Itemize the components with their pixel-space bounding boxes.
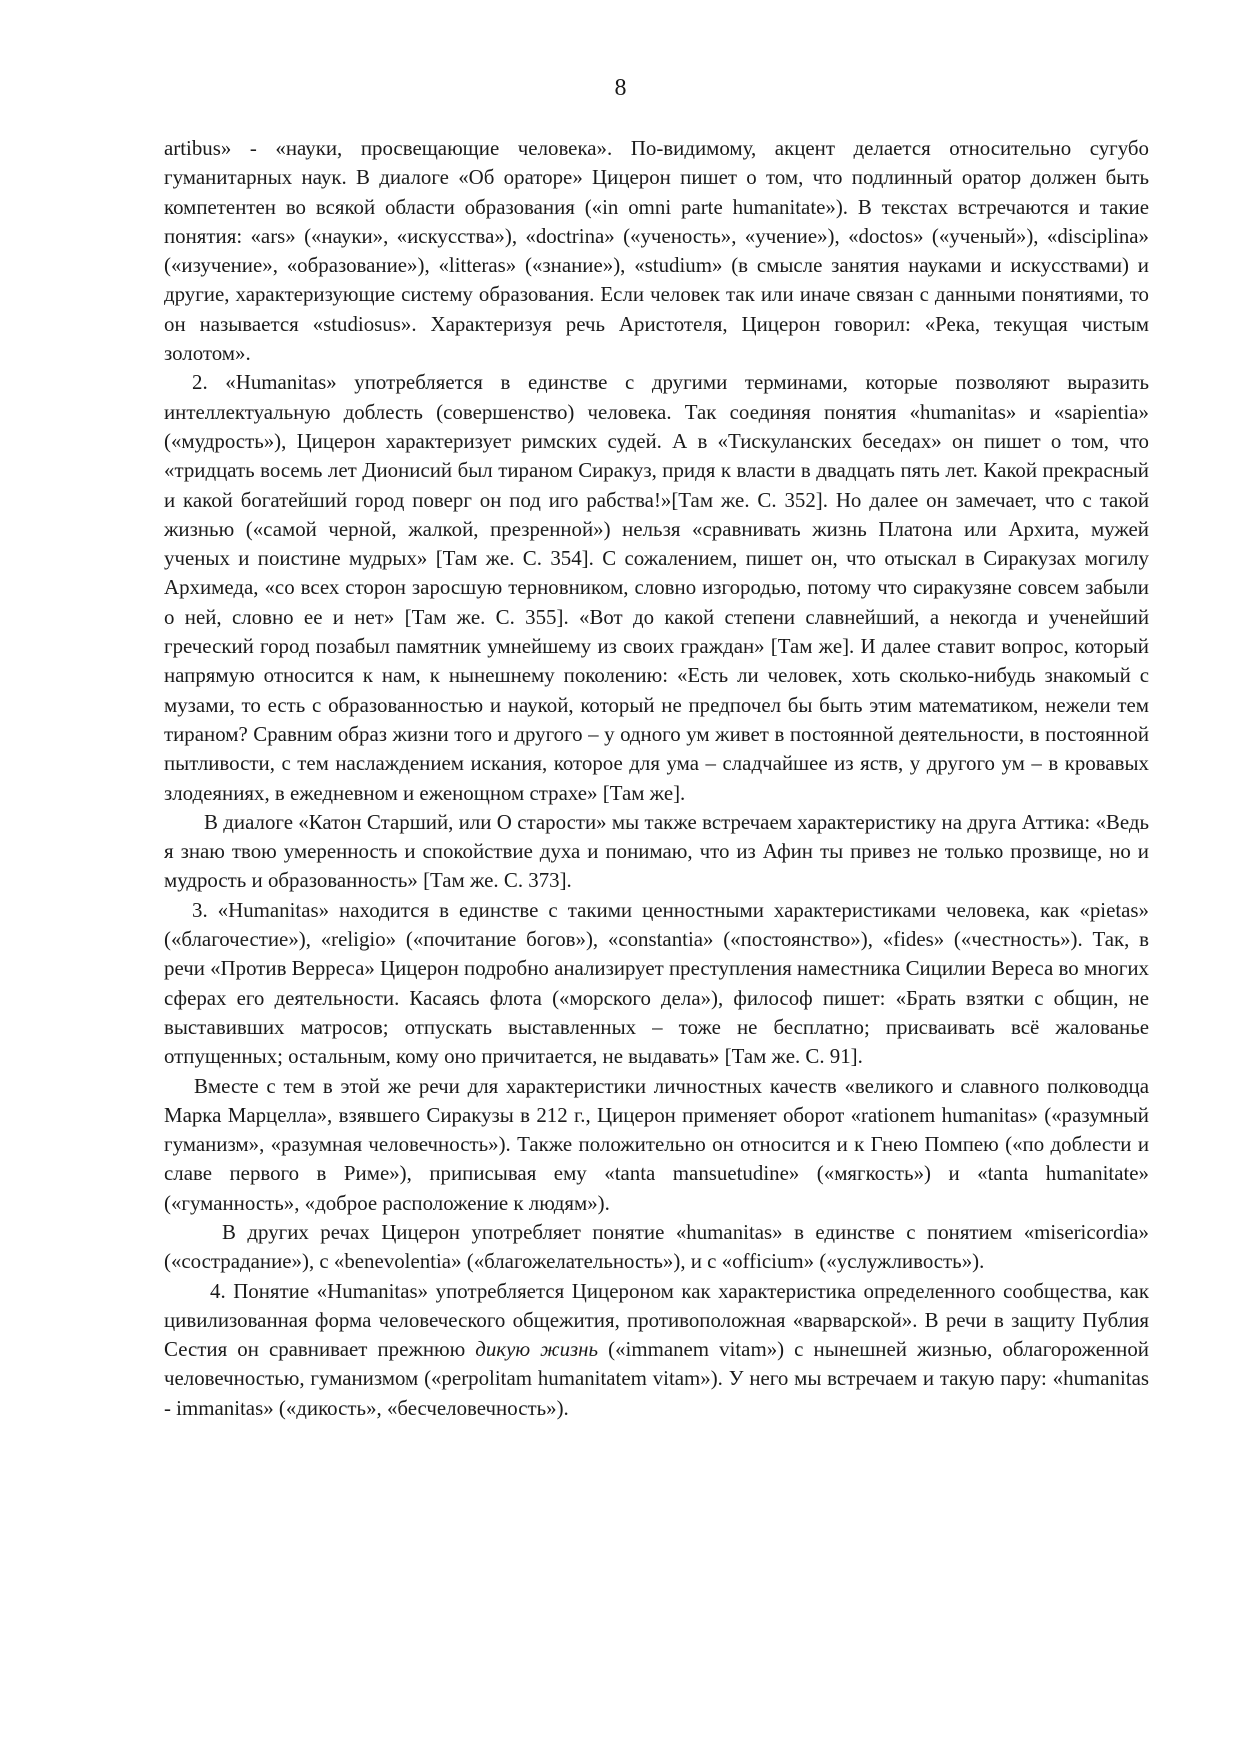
paragraph-4: 3. «Humanitas» находится в единстве с такими ценностными характеристиками человека, как «pietas» («благочестие»), «religio» («почитание богов»), «constantia» («постоянство»), «fides» («честность»). Так, в речи «Против Верреса» Цицерон подробно анализирует преступления наместника Сицилии Вереса во многих сферах его деятельности. Касаясь флота («морского дела»), философ пишет: «Брать взятки с общин, не выставивших матросов; отпускать выставленных – тоже не бесплатно; присваивать всё жалованье отпущенных; остальным, кому оно причитается, не выдавать» [Там же. С. 91]. <box>164 897 1149 1069</box>
paragraph-7-text-after: («immanem vitam») с нынешней жизнью, облагороженной человечностью, гуманизмом («perpolitam humanitatem vitam»). У него мы встречаем и такую пару: «humanitas - immanitas» («дикость», «бесчеловечность»). <box>164 1337 1149 1420</box>
paragraph-6: В других речах Цицерон употребляет понятие «humanitas» в единстве с понятием «misericordia» («сострадание»), с «benevolentia» («благожелательность»), и с «officium» («услужливость»). <box>164 1219 1149 1274</box>
page-number: 8 <box>614 75 627 101</box>
paragraph-7-text-before: 4. Понятие «Humanitas» употребляется Цицероном как характеристика определенного сообщества, как цивилизованная форма человеческого общежития, противоположная «варварской». В речи в защиту Публия Сестия он сравнивает прежнюю <box>164 1278 1149 1362</box>
paragraph-7-italic: дикую жизнь <box>475 1337 599 1362</box>
paragraph-1: artibus» - «науки, просвещающие человека». По-видимому, акцент делается относительно сугубо гуманитарных наук. В диалоге «Об ораторе» Цицерон пишет о том, что подлинный оратор должен быть компетентен во всякой области образования («in omni parte humanitate»). В текстах встречаются и такие понятия: «ars» («науки», «искусства»), «doctrina» («ученость», «учение»), «doctos» («ученый»), «disciplina» («изучение», «образование»), «litteras» («знание»), «studium» (в смысле занятия науками и искусствами) и другие, характеризующие систему образования. Если человек так или иначе связан с данными понятиями, то он называется «studiosus». Характеризуя речь Аристотеля, Цицерон говорил: «Река, текущая чистым золотом». <box>164 136 1149 366</box>
paragraph-2: 2. «Humanitas» употребляется в единстве с другими терминами, которые позволяют выразить интеллектуальную доблесть (совершенство) человека. Так соединяя понятия «humanitas» и «sapientia» («мудрость»), Цицерон характеризует римских судей. А в «Тискуланских беседах» он пишет о том, что «тридцать восемь лет Дионисий был тираном Сиракуз, придя к власти в двадцать пять лет. Какой прекрасный и какой богатейший город поверг он под иго рабства!»[Там же. С. 352]. Но далее он замечает, что с такой жизнью («самой черной, жалкой, презренной») нельзя «сравнивать жизнь Платона или Архита, мужей ученых и поистине мудрых» [Там же. С. 354]. С сожалением, пишет он, что отыскал в Сиракузах могилу Архимеда, «со всех сторон заросшую терновником, словно изгородью, потому что сиракузяне совсем забыли о ней, словно ее и нет» [Там же. С. 355]. «Вот до какой степени славнейший, а некогда и ученейший греческий город позабыл памятник умнейшему из своих граждан» [Там же]. И далее ставит вопрос, который напрямую относится к нам, к нынешнему поколению: «Есть ли человек, хоть сколько-нибудь знакомый с музами, то есть с образованностью и наукой, который не предпочел бы быть этим математиком, нежели тем тираном? Сравним образ жизни того и другого – у одного ум живет в постоянной деятельности, в постоянной пытливости, с тем наслаждением искания, которое для ума – сладчайшее из яств, у другого ум – в кровавых злодеяниях, в ежедневном и еженощном страхе» [Там же]. <box>164 370 1149 805</box>
paragraph-7 <box>164 1277 1149 1423</box>
paragraph-5: Вместе с тем в этой же речи для характеристики личностных качеств «великого и славного полководца Марка Марцелла», взявшего Сиракузы в 212 г., Цицерон применяет оборот «rationem humanitas» («разумный гуманизм», «разумная человечность»). Также положительно он относится и к Гнею Помпею («по доблести и славе первого в Риме»), приписывая ему «tanta mansuetudine» («мягкость») и «tanta humanitate» («гуманность», «доброе расположение к людям»). <box>164 1073 1149 1215</box>
document-body <box>164 134 1149 1423</box>
paragraph-3: В диалоге «Катон Старший, или О старости» мы также встречаем характеристику на друга Аттика: «Ведь я знаю твою умеренность и спокойствие духа и понимаю, что из Афин ты привез не только прозвище, но и мудрость и образованность» [Там же. С. 373]. <box>164 809 1149 893</box>
